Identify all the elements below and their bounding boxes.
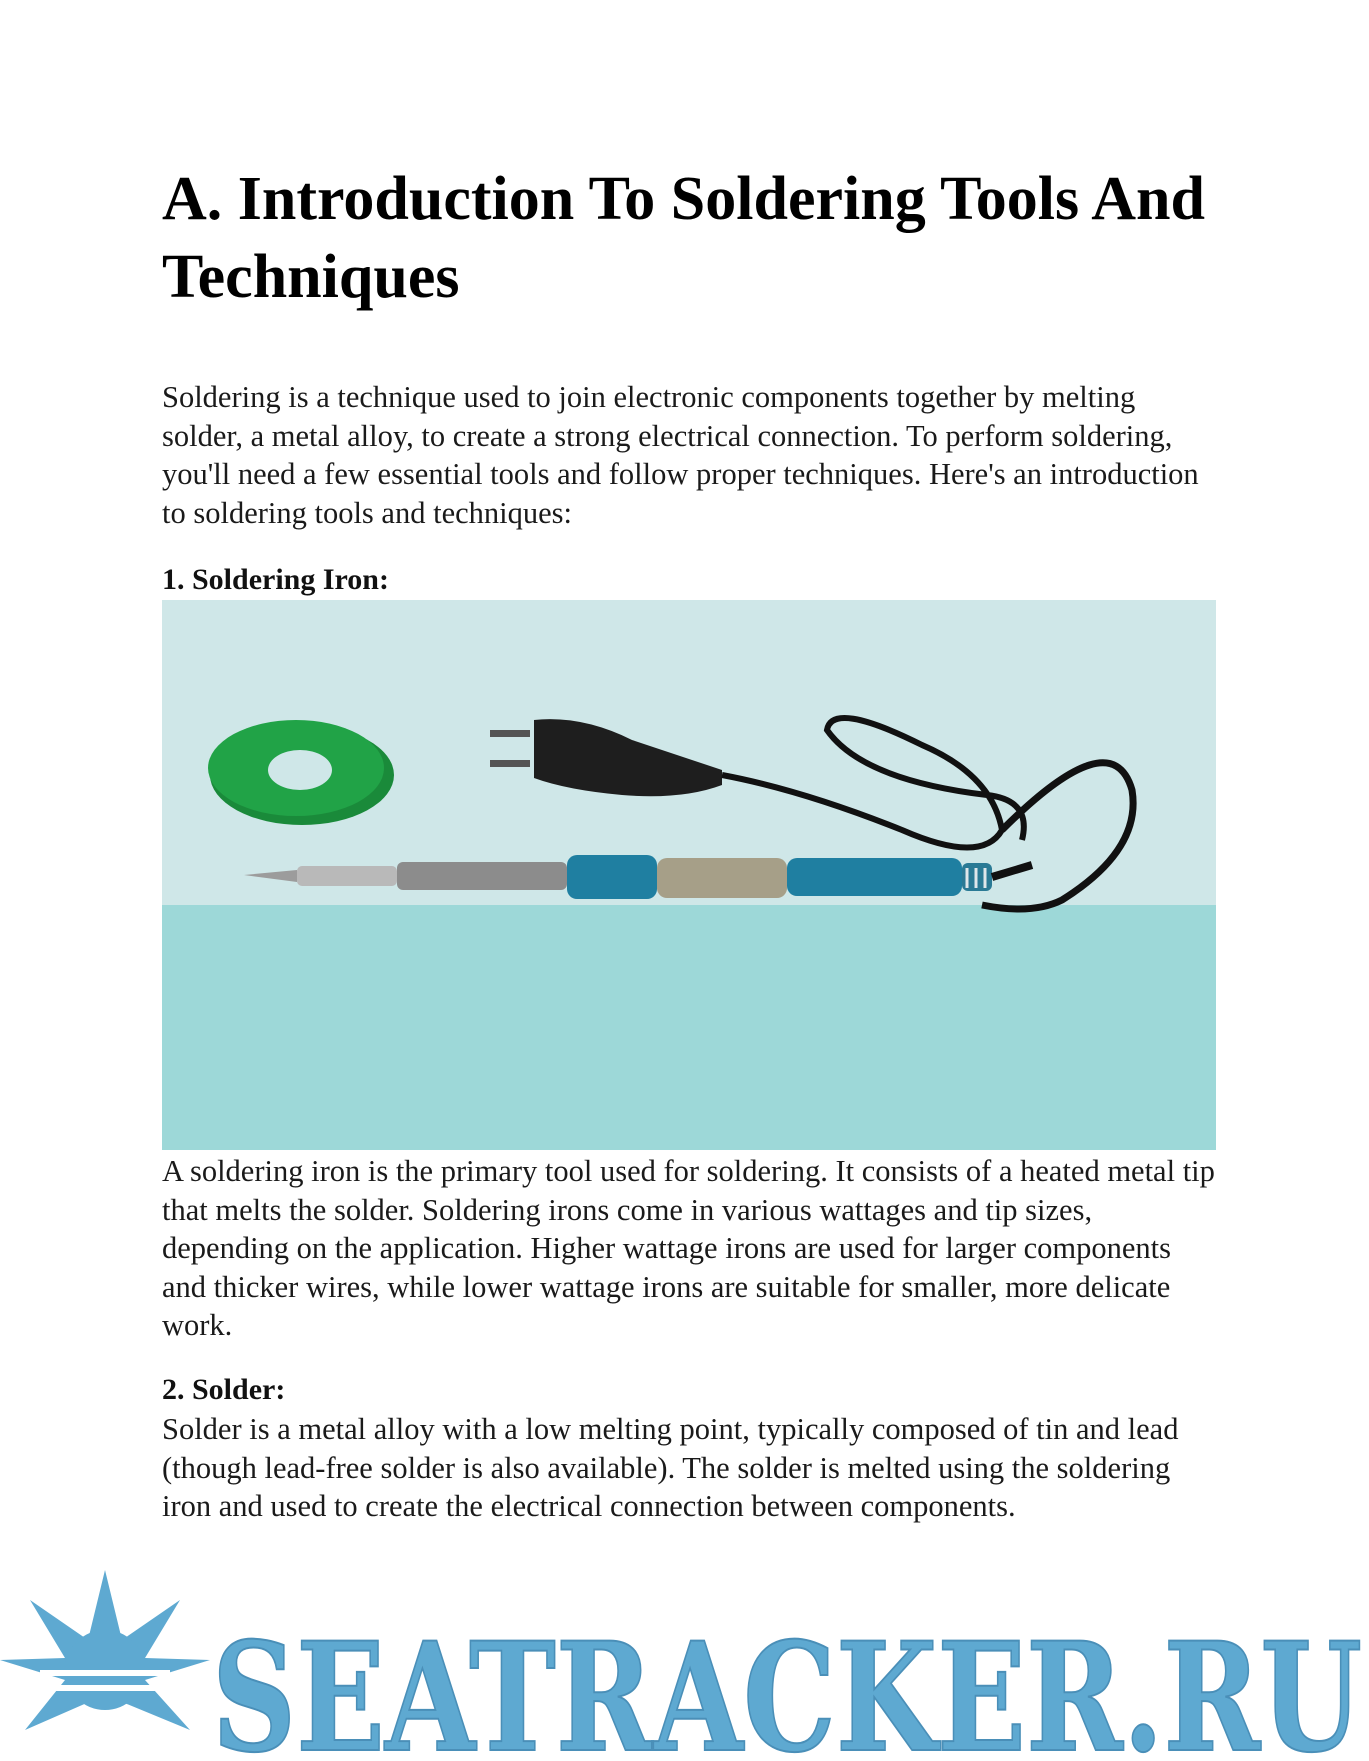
sun-logo-icon [0, 1570, 210, 1730]
intro-paragraph: Soldering is a technique used to join electronic components together by melting solder, a metal alloy, to create a strong electrical connection. To perform soldering, you'll need a few essential tools and follow proper techniques. Here's an introduction to soldering tools and techniques: [162, 380, 1199, 530]
soldering-iron-photo [162, 600, 1216, 1150]
section-heading-solder: 2. Solder: [162, 1373, 286, 1406]
page-title: A. Introduction To Soldering Tools And Techniques [162, 165, 1205, 311]
soldering-iron-description: A soldering iron is the primary tool used for soldering. It consists of a heated metal tip that melts the solder. Soldering irons come in various wattages and tip sizes, depending on the application. Higher wattage irons are used for larger components and thicker wires, while lower wattage irons are suitable for smaller, more delicate work. [162, 1154, 1215, 1342]
photo-background-bottom [162, 905, 1216, 1150]
watermark-text: SEATRACKER.RU [212, 1610, 1362, 1761]
solder-description: Solder is a metal alloy with a low melting point, typically composed of tin and lead (though lead-free solder is also available). The solder is melted using the soldering iron and used to create the electrical connection between components. [162, 1412, 1179, 1523]
watermark [0, 1570, 1369, 1761]
section-heading-soldering-iron: 1. Soldering Iron: [162, 563, 389, 596]
